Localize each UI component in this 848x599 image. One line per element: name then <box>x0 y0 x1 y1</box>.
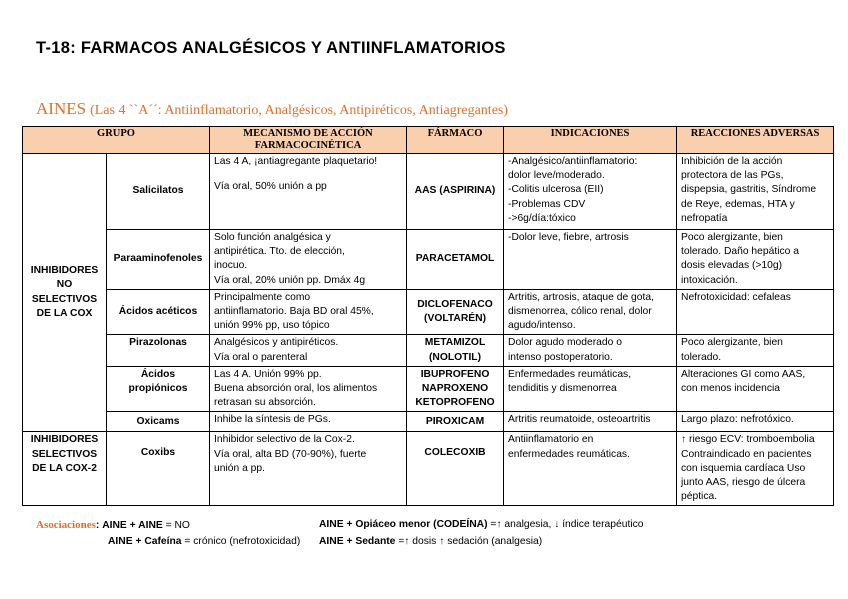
reacciones-cell: Largo plazo: nefrotóxico. <box>677 412 834 432</box>
header-reacciones: REACCIONES ADVERSAS <box>677 127 834 154</box>
table-row <box>23 230 834 290</box>
reacciones-cell: Poco alergizante, bien tolerado. <box>677 335 834 366</box>
table-header-row <box>23 127 834 154</box>
mecanismo-cell: Inhibidor selectivo de la Cox-2. Vía oral, alta BD (70-90%), fuerte unión a pp. <box>210 432 407 506</box>
subgroup-pirazolonas: Pirazolonas <box>107 335 210 366</box>
indicaciones-cell: -Dolor leve, fiebre, artrosis <box>504 230 677 290</box>
group-no-selectivos: INHIBIDORES NO SELECTIVOS DE LA COX <box>23 154 107 432</box>
indicaciones-cell: Dolor agudo moderado o intenso postoperatorio. <box>504 335 677 366</box>
subgroup-coxibs: Coxibs <box>107 432 210 506</box>
table-row <box>23 366 834 412</box>
drug-aas: AAS (ASPIRINA) <box>407 154 504 230</box>
mecanismo-cell: Solo función analgésica y antipirética. Tto. de elección, inocuo. Vía oral, 20% unión pp. Dmáx 4g <box>210 230 407 290</box>
table-row <box>23 432 834 506</box>
subgroup-acidos-aceticos: Ácidos acéticos <box>107 289 210 335</box>
mecanismo-cell: Inhibe la síntesis de PGs. <box>210 412 407 432</box>
subgroup-paraaminofenoles: Paraaminofenoles <box>107 230 210 290</box>
asociaciones-line-3: AINE + Opiáceo menor (CODEÍNA) =↑ analgesia, ↓ índice terapéutico <box>319 519 644 530</box>
table-row <box>23 412 834 432</box>
asociaciones-label: Asociaciones <box>36 519 96 531</box>
drug-metamizol: METAMIZOL (NOLOTIL) <box>407 335 504 366</box>
indicaciones-cell: Artritis, artrosis, ataque de gota, dismenorrea, cólico renal, dolor agudo/intenso. <box>504 289 677 335</box>
table-row <box>23 289 834 335</box>
page-title: T-18: FARMACOS ANALGÉSICOS Y ANTIINFLAMATORIOS <box>36 39 506 57</box>
reacciones-cell: Alteraciones GI como AAS, con menos incidencia <box>677 366 834 412</box>
drug-ibuprofeno: IBUPROFENO NAPROXENO KETOPROFENO <box>407 366 504 412</box>
subgroup-acidos-propionicos: Ácidos propiónicos <box>107 366 210 412</box>
asociaciones-line-2: AINE + Cafeína = crónico (nefrotoxicidad) <box>108 536 301 547</box>
header-grupo: GRUPO <box>23 127 210 154</box>
reacciones-cell: Inhibición de la acción protectora de las PGs, dispepsia, gastritis, Síndrome de Reye, edemas, HTA y nefropatía <box>677 154 834 230</box>
subgroup-oxicams: Oxicams <box>107 412 210 432</box>
table-row <box>23 154 834 230</box>
asociaciones-line-4: AINE + Sedante =↑ dosis ↑ sedación (analgesia) <box>319 536 543 547</box>
asociaciones-line-1: Asociaciones: AINE + AINE = NO <box>36 519 190 531</box>
subtitle-main: AINES <box>36 99 87 118</box>
mecanismo-cell: Las 4 A, ¡antiagregante plaquetario! Vía oral, 50% unión a pp <box>210 154 407 230</box>
group-selectivos-cox2: INHIBIDORES SELECTIVOS DE LA COX-2 <box>23 432 107 506</box>
mecanismo-cell: Principalmente como antiinflamatorio. Baja BD oral 45%, unión 99% pp, uso tópico <box>210 289 407 335</box>
header-indicaciones: INDICACIONES <box>504 127 677 154</box>
header-farmaco: FÁRMACO <box>407 127 504 154</box>
drug-diclofenaco: DICLOFENACO (VOLTARÉN) <box>407 289 504 335</box>
indicaciones-cell: Artritis reumatoide, osteoartritis <box>504 412 677 432</box>
indicaciones-cell: -Analgésico/antiinflamatorio: dolor leve/moderado. -Colitis ulcerosa (EII) -Problemas CDV ->6g/día:tóxico <box>504 154 677 230</box>
subgroup-salicilatos: Salicilatos <box>107 154 210 230</box>
reacciones-cell: Poco alergizante, bien tolerado. Daño hepático a dosis elevadas (>10g) intoxicación. <box>677 230 834 290</box>
indicaciones-cell: Antiinflamatorio en enfermedades reumáticas. <box>504 432 677 506</box>
reacciones-cell: Nefrotoxicidad: cefaleas <box>677 289 834 335</box>
aines-table <box>22 126 834 506</box>
table-row <box>23 335 834 366</box>
subtitle-detail: (Las 4 ``A´´: Antiinflamatorio, Analgésicos, Antipiréticos, Antiagregantes) <box>90 103 509 118</box>
drug-paracetamol: PARACETAMOL <box>407 230 504 290</box>
section-subtitle <box>36 99 508 119</box>
reacciones-cell: ↑ riesgo ECV: tromboembolia Contraindicado en pacientes con isquemia cardíaca Uso junto AAS, riesgo de úlcera péptica. <box>677 432 834 506</box>
mecanismo-cell: Analgésicos y antipiréticos. Vía oral o parenteral <box>210 335 407 366</box>
header-mecanismo: MECANISMO DE ACCIÓN FARMACOCINÉTICA <box>210 127 407 154</box>
drug-colecoxib: COLECOXIB <box>407 432 504 506</box>
mecanismo-cell: Las 4 A. Unión 99% pp. Buena absorción oral, los alimentos retrasan su absorción. <box>210 366 407 412</box>
drug-piroxicam: PIROXICAM <box>407 412 504 432</box>
indicaciones-cell: Enfermedades reumáticas, tendiditis y dismenorrea <box>504 366 677 412</box>
